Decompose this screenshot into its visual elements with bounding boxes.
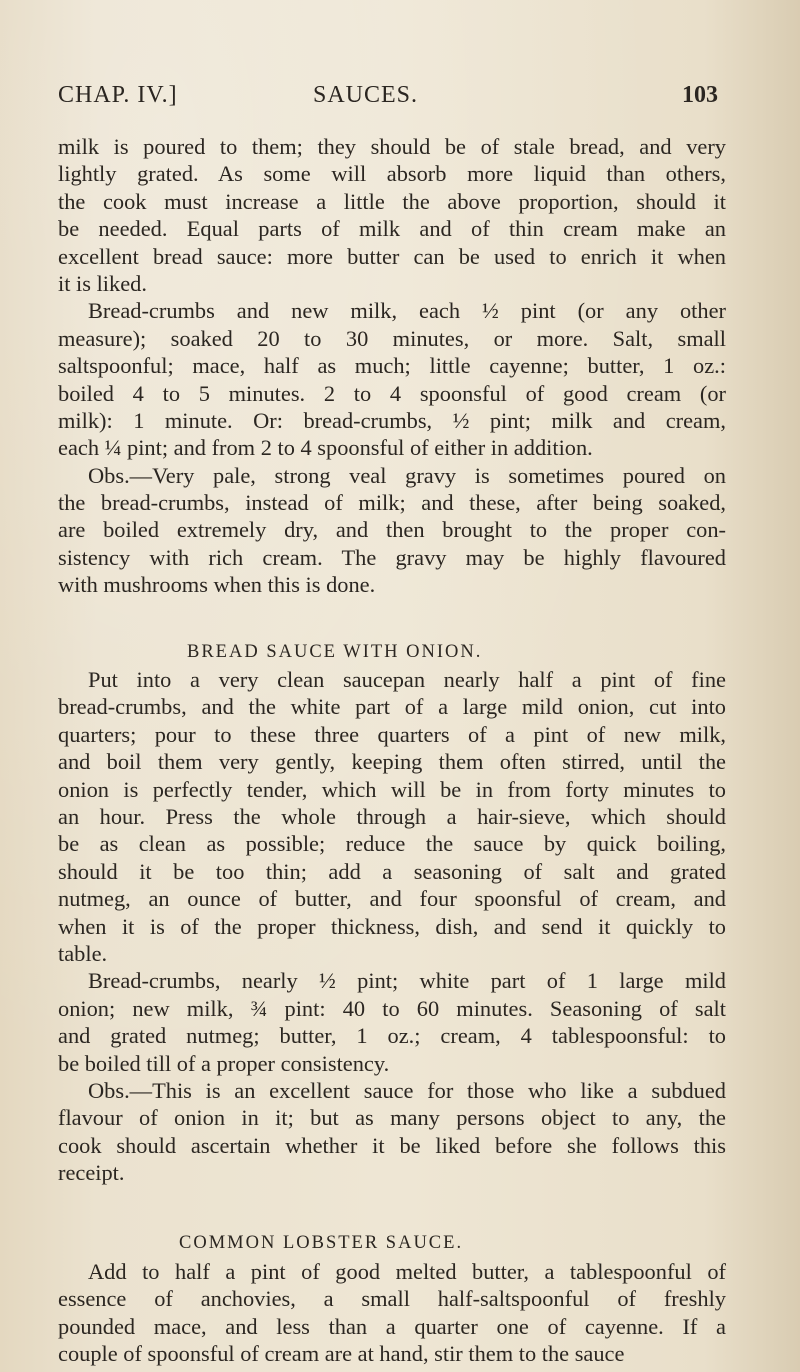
text-line: lightly grated. As some will absorb more liquid than others,: [58, 161, 726, 187]
text-line: should it be too thin; add a seasoning of salt and grated: [58, 858, 726, 884]
section-spacer: [58, 599, 726, 639]
text-line: be boiled till of a proper consistency.: [58, 1050, 390, 1076]
text-line: milk): 1 minute. Or: bread-crumbs, ½ pint; milk and cream,: [58, 407, 726, 433]
text-line: the bread-crumbs, instead of milk; and these, after being soaked,: [58, 490, 726, 516]
running-header: [58, 82, 718, 114]
text-line: excellent bread sauce: more butter can be used to enrich it when: [58, 243, 726, 269]
text-line: Add to half a pint of good melted butter, a tablespoonful of: [88, 1258, 726, 1284]
text-line: onion is perfectly tender, which will be in from forty minutes to: [58, 776, 726, 802]
text-line: essence of anchovies, a small half-saltspoonful of freshly: [58, 1286, 726, 1312]
text-line: be needed. Equal parts of milk and of thin cream make an: [58, 216, 726, 242]
text-line: Obs.—Very pale, strong veal gravy is sometimes poured on: [88, 462, 726, 488]
text-line: and grated nutmeg; butter, 1 oz.; cream, 4 tablespoonsful: to: [58, 1023, 726, 1049]
text-line: Bread-crumbs, nearly ½ pint; white part of 1 large mild: [88, 968, 726, 994]
recipe-summary-paragraph: [58, 297, 726, 461]
chapter-label: CHAP. IV.]: [58, 82, 178, 108]
text-line: quarters; pour to these three quarters of a pint of new milk,: [58, 721, 726, 747]
text-line: be as clean as possible; reduce the sauce by quick boiling,: [58, 831, 726, 857]
text-line: it is liked.: [58, 270, 147, 296]
text-line: Obs.—This is an excellent sauce for those who like a subdued: [88, 1077, 726, 1103]
text-line: and boil them very gently, keeping them often stirred, until the: [58, 749, 726, 775]
text-line: receipt.: [58, 1160, 125, 1186]
page-number: 103: [682, 82, 718, 108]
text-line: when it is of the proper thickness, dish, and send it quickly to: [58, 913, 726, 939]
text-line: flavour of onion in it; but as many persons object to any, the: [58, 1105, 726, 1131]
text-line: measure); soaked 20 to 30 minutes, or more. Salt, small: [58, 325, 726, 351]
paragraph-continued: [58, 133, 726, 297]
section-title: SAUCES.: [313, 82, 419, 108]
page-body: [58, 133, 726, 1367]
section-spacer: [58, 1186, 726, 1230]
text-line: an hour. Press the whole through a hair-sieve, which should: [58, 803, 726, 829]
text-line: Put into a very clean saucepan nearly half a pint of fine: [88, 667, 726, 693]
text-line: boiled 4 to 5 minutes. 2 to 4 spoonsful of good cream (or: [58, 380, 726, 406]
text-line: onion; new milk, ¾ pint: 40 to 60 minutes. Seasoning of salt: [58, 995, 726, 1021]
text-line: saltspoonful; mace, half as much; little cayenne; butter, 1 oz.:: [58, 353, 726, 379]
recipe-summary-paragraph: [58, 967, 726, 1077]
observation-paragraph: [58, 1077, 726, 1187]
section-heading-common-lobster-sauce: COMMON LOBSTER SAUCE.: [179, 1233, 464, 1254]
text-line: table.: [58, 940, 108, 966]
text-line: the cook must increase a little the above proportion, should it: [58, 188, 726, 214]
text-line: bread-crumbs, and the white part of a large mild onion, cut into: [58, 694, 726, 720]
observation-paragraph: [58, 462, 726, 599]
recipe-paragraph: [58, 1258, 726, 1368]
text-line: pounded mace, and less than a quarter one of cayenne. If a: [58, 1313, 726, 1339]
section-heading-bread-sauce-with-onion: BREAD SAUCE WITH ONION.: [187, 641, 483, 662]
text-line: with mushrooms when this is done.: [58, 572, 376, 598]
text-line: nutmeg, an ounce of butter, and four spoonsful of cream, and: [58, 886, 726, 912]
recipe-paragraph: [58, 666, 726, 967]
text-line: are boiled extremely dry, and then brought to the proper con-: [58, 517, 726, 543]
text-line: Bread-crumbs and new milk, each ½ pint (or any other: [88, 298, 726, 324]
text-line: milk is poured to them; they should be of stale bread, and very: [58, 134, 726, 159]
text-line: sistency with rich cream. The gravy may be highly flavoured: [58, 544, 726, 570]
text-line: each ¼ pint; and from 2 to 4 spoonsful of either in addition.: [58, 435, 593, 461]
text-line: couple of spoonsful of cream are at hand, stir them to the sauce: [58, 1341, 625, 1367]
text-line: cook should ascertain whether it be liked before she follows this: [58, 1132, 726, 1158]
